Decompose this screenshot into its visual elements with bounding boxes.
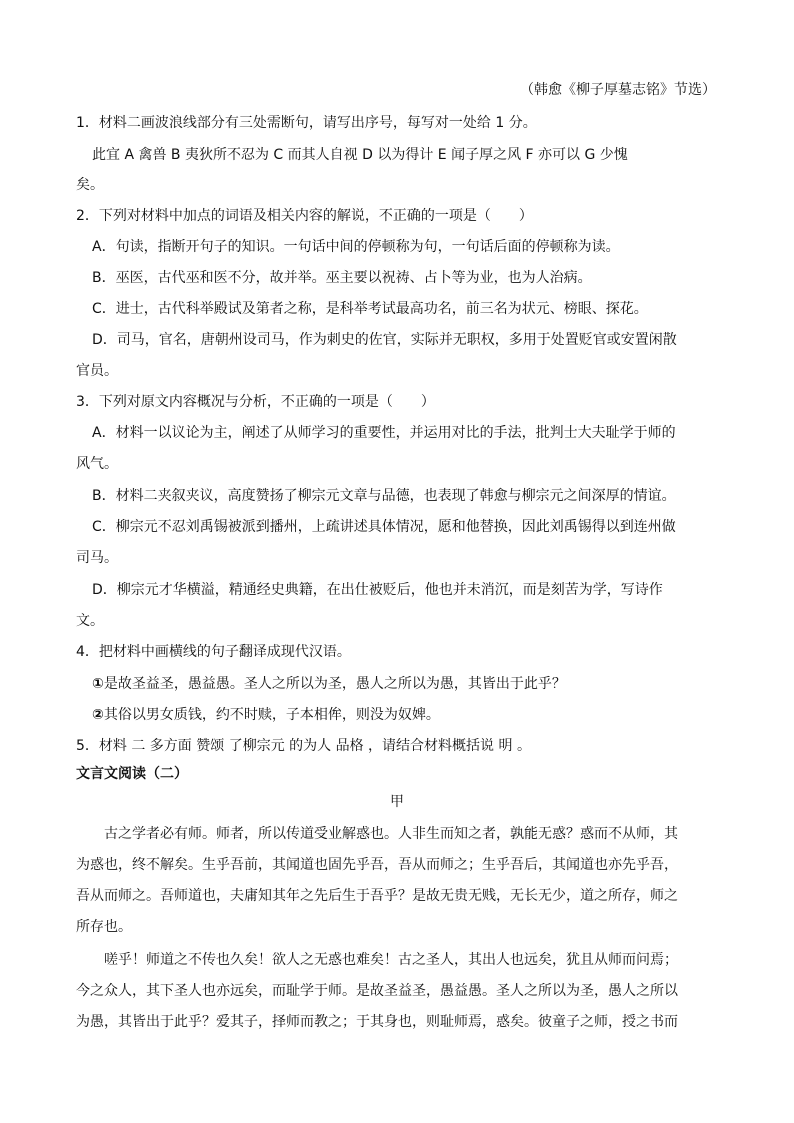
question-4-sentence-2 [92, 705, 440, 725]
passage-paragraph-1-line2: 为惑也，终不解矣。生乎吾前，其闻道也固先乎吾，吾从而师之；生乎吾后，其闻道也亦先乎吾， [76, 857, 678, 873]
source-citation: （韩愈《柳子厚墓志铭》节选） [520, 82, 716, 98]
section-subtitle: 甲 [390, 794, 404, 810]
question-1-stem: 1．材料二画波浪线部分有三处需断句，请写出序号，每写对一处给 1 分。 [76, 115, 537, 131]
circled-number-1: ① [92, 676, 104, 692]
question-3-option-d-line2: 文。 [76, 613, 104, 629]
question-2-stem: 2．下列对材料中加点的词语及相关内容的解说，不正确的一项是（ ） [76, 208, 533, 224]
question-2-option-c: C．进士，古代科举殿试及第者之称，是科举考试最高功名，前三名为状元、榜眼、探花。 [92, 301, 648, 317]
question-3-option-a-line2: 风气。 [76, 456, 118, 472]
question-3-option-c-line1: C．柳宗元不忍刘禹锡被派到播州，上疏讲述具体情况，愿和他替换，因此刘禹锡得以到连州做 [92, 519, 676, 535]
sentence-1-text: 是故圣益圣，愚益愚。圣人之所以为圣，愚人之所以为愚，其皆出于此乎？ [103, 676, 566, 692]
question-3-option-a-line1: A．材料一以议论为主，阐述了从师学习的重要性，并运用对比的手法，批判士大夫耻学于师的 [92, 425, 676, 441]
section-title: 文言文阅读（二） [76, 766, 188, 782]
question-3-option-c-line2: 司马。 [76, 550, 118, 566]
circled-number-2: ② [92, 707, 104, 723]
question-2-option-d-line1: D．司马，官名，唐朝州设司马，作为刺史的佐官，实际并无职权，多用于处置贬官或安置闲散 [92, 332, 677, 348]
question-2-option-b: B．巫医，古代巫和医不分，故并举。巫主要以祝祷、占卜等为业，也为人治病。 [92, 270, 592, 286]
question-3-stem: 3．下列对原文内容概况与分析，不正确的一项是（ ） [76, 394, 435, 410]
sentence-2-text: 其俗以男女质钱，约不时赎，子本相侔，则没为奴婢。 [103, 707, 440, 723]
passage-paragraph-1-line3: 吾从而师之。吾师道也，夫庸知其年之先后生于吾乎？是故无贵无贱，无长无少，道之所存，师之 [76, 888, 678, 904]
question-1-text-line2: 矣。 [76, 177, 104, 193]
passage-paragraph-1-line4: 所存也。 [76, 919, 132, 935]
passage-paragraph-1-line1: 古之学者必有师。师者，所以传道受业解惑也。人非生而知之者，孰能无惑？惑而不从师，其 [104, 826, 678, 842]
question-5-stem: 5．材料 二 多方面 赞颂 了柳宗元 的为人 品格 ，请结合材料概括说 明 。 [76, 738, 531, 754]
question-2-option-d-line2: 官员。 [76, 363, 118, 379]
question-4-sentence-1 [92, 674, 566, 694]
question-3-option-b: B．材料二夹叙夹议，高度赞扬了柳宗元文章与品德，也表现了韩愈与柳宗元之间深厚的情谊。 [92, 488, 676, 504]
passage-paragraph-2-line3: 为愚，其皆出于此乎？爱其子，择师而教之；于其身也，则耻师焉，惑矣。彼童子之师，授之书而 [76, 1014, 678, 1030]
passage-paragraph-2-line2: 今之众人，其下圣人也亦远矣，而耻学于师。是故圣益圣，愚益愚。圣人之所以为圣，愚人之所以 [76, 983, 678, 999]
passage-paragraph-2-line1: 嗟乎！师道之不传也久矣！欲人之无惑也难矣！古之圣人，其出人也远矣，犹且从师而问焉； [104, 952, 678, 968]
question-2-option-a: A．句读，指断开句子的知识。一句话中间的停顿称为句，一句话后面的停顿称为读。 [92, 239, 620, 255]
question-1-text-line1: 此宜 A 禽兽 B 夷狄所不忍为 C 而其人自视 D 以为得计 E 闻子厚之风 F 亦可以 G 少愧 [92, 147, 628, 163]
question-4-stem: 4．把材料中画横线的句子翻译成现代汉语。 [76, 644, 351, 660]
question-3-option-d-line1: D．柳宗元才华横溢，精通经史典籍，在出仕被贬后，他也并未消沉，而是刻苦为学，写诗作 [92, 582, 663, 598]
